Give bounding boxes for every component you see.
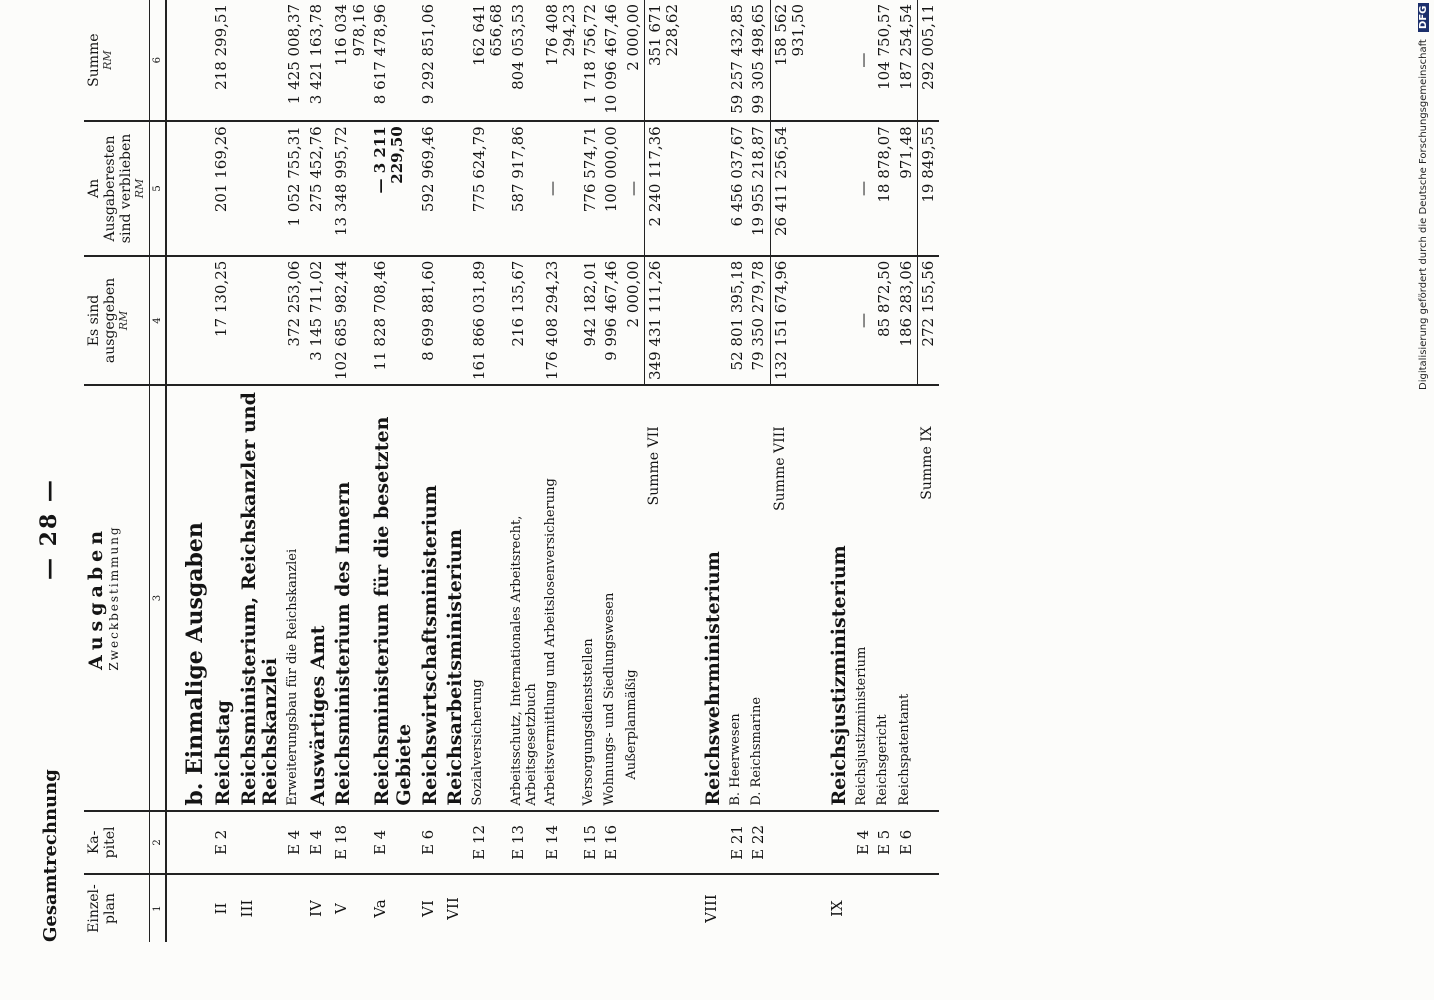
running-title: Gesamtrechnung (40, 769, 61, 942)
col-header-remainder: An Ausgaberesten sind verblieben RM (84, 121, 149, 255)
page-number: — 28 — (36, 478, 62, 580)
table-row: IV E 4 Auswärtiges Amt 3 145 711,02 275 452,76 3 421 163,78 (306, 0, 332, 942)
col-header-plan: Einzel-plan (84, 874, 149, 942)
dfg-logo: DFG (1418, 3, 1429, 32)
table-row: VII Reichsarbeitsministerium (443, 0, 469, 942)
table-row: E 13 Arbeitsschutz, Internationales Arbeitsrecht, Arbeitsgesetzbuch 216 135,67 587 917,86 804 053,53 (508, 0, 542, 942)
table-row: VI E 6 Reichswirtschaftsministerium 8 699 881,60 592 969,46 9 292 851,06 (418, 0, 444, 942)
subtotal-row: Summe IX 272 155,56 19 849,55 292 005,11 (917, 0, 939, 942)
subtotal-row: Summe VII 349 431 111,26 2 240 117,36 351 671 228,62 (644, 0, 683, 942)
unit-label: RM (117, 310, 131, 331)
negative-remainder: — 3 211 229,50 (370, 121, 418, 255)
column-header-row (84, 0, 149, 942)
table-row: E 6 Reichspatentamt 186 283,06 971,48 187 254,54 (896, 0, 918, 942)
table-row: Außerplanmäßig 2 000,00 — 2 000,00 (623, 0, 645, 942)
unit-label: RM (101, 50, 115, 70)
col-header-spent: Es sind ausgegeben RM (84, 256, 149, 386)
table-row: E 22 D. Reichsmarine 79 350 279,78 19 955 218,87 99 305 498,65 (748, 0, 770, 942)
part-title-row (166, 0, 210, 942)
table-row: E 21 B. Heerwesen 52 801 395,18 6 456 037,67 59 257 432,85 (727, 0, 748, 942)
table-row: V E 18 Reichsministerium des Innern 102 685 982,44 13 348 995,72 116 034 978,16 (331, 0, 370, 942)
table-row: E 4 Reichsjustizministerium — — — (853, 0, 874, 942)
subtotal-row: Summe VIII 132 151 674,96 26 411 256,54 158 562 931,50 (770, 0, 809, 942)
dfg-watermark (1418, 5, 1434, 390)
table-row: E 4 Erweiterungsbau für die Reichskanzlei 372 253,06 1 052 755,31 1 425 008,37 (284, 0, 305, 942)
table-row: E 12 Sozialversicherung 161 866 031,89 775 624,79 162 641 656,68 (469, 0, 508, 942)
table-row: III Reichsministerium, Reichskanzler und Reichskanzlei (237, 0, 285, 942)
col-header-zweck: Zweckbestimmung (106, 525, 121, 671)
table-row: E 14 Arbeitsvermittlung und Arbeitslosenversicherung 176 408 294,23 — 176 408 294,23 (542, 0, 581, 942)
col-header-ausgaben: Ausgaben (85, 525, 107, 671)
table-row: E 16 Wohnungs- und Siedlungswesen 9 996 467,46 100 000,00 10 096 467,46 (601, 0, 622, 942)
table-row: Va E 4 Reichsministerium für die besetzten Gebiete 11 828 708,46 — 3 211 229,50 8 617 478,96 (370, 0, 418, 942)
col-header-sum: Summe RM (84, 0, 149, 121)
col-header-purpose (84, 385, 149, 810)
watermark-text: Digitalisierung gefördert durch die Deutsche Forschungsgemeinschaft (1418, 39, 1429, 390)
expenditure-table (84, 0, 939, 942)
table-row: VIII Reichswehrministerium (683, 0, 727, 942)
table-row: E 15 Versorgungsdienststellen 942 182,01 776 574,71 1 718 756,72 (580, 0, 601, 942)
col-header-kapitel: Ka-pitel (84, 811, 149, 874)
part-title: b. Einmalige Ausgaben (166, 385, 210, 810)
table-row: IX Reichsjustizministerium (809, 0, 853, 942)
column-number-row: 1 2 3 4 5 6 (149, 0, 166, 942)
unit-label: RM (133, 178, 147, 199)
table-row: E 5 Reichsgericht 85 872,50 18 878,07 104 750,57 (874, 0, 895, 942)
table-row: II E 2 Reichstag 17 130,25 201 169,26 218 299,51 (211, 0, 237, 942)
